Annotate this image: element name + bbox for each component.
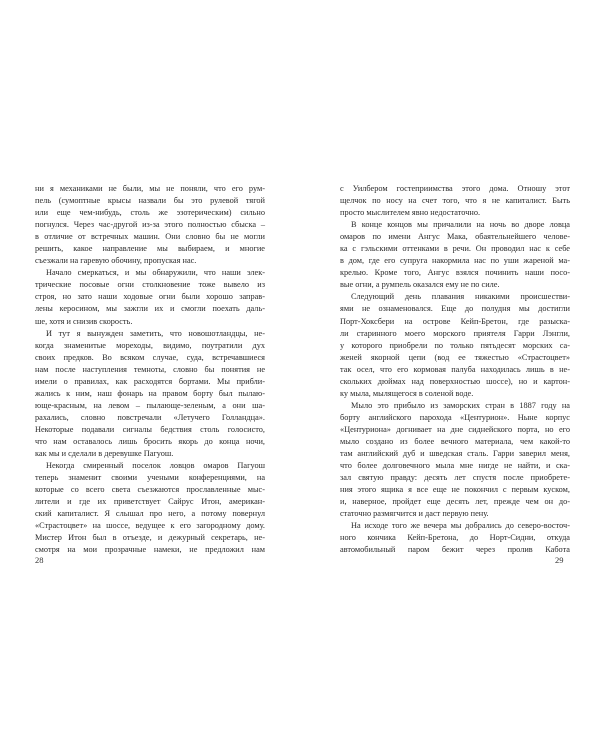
text-line: нам после наступления темноты, словно бы понятия не <box>35 364 265 374</box>
right-paragraph-4 <box>340 400 570 520</box>
text-line: Мыло это прибыло из заморских стран в 1887 году на <box>351 400 570 410</box>
text-line: которые со всего света съезжаются прославленные мыс- <box>35 485 265 495</box>
text-line: в отличие от встречных машин. Они словно бы не могли <box>35 232 265 242</box>
text-line: статочно размягчится и даст первую пену. <box>340 509 489 519</box>
right-paragraph-2 <box>340 219 570 291</box>
right-paragraph-5 <box>340 520 570 556</box>
page-number-left: 28 <box>35 555 44 565</box>
text-line: ями не ознаменовался. Еще до полудня мы достигли <box>340 304 570 314</box>
text-line: что нам оставалось лишь бросить якорь до конца ночи, <box>35 436 265 446</box>
text-line: мыло создано из более вечного материала, чем какой-то <box>340 436 570 446</box>
text-line: щелчок по носу на счет того, что я не капиталист. Быть <box>340 196 570 206</box>
text-line: Следующий день плавания никакими происшестви- <box>351 292 570 302</box>
text-line: ку мыла, мылящегося в соленой воде. <box>340 388 474 398</box>
text-line: погнулся. Через час-другой из-за этого полностью сбыска – <box>35 220 265 230</box>
text-line: скольких дюймах над поверхностью шоссе), но и картон- <box>340 376 570 386</box>
text-line: На исходе того же вечера мы добрались до северо-восточ- <box>351 521 570 531</box>
text-line: Начало смеркаться, и мы обнаружили, что наши элек- <box>46 268 265 278</box>
text-line: Порт-Хоксбери на острове Кейп-Бретон, где разыска- <box>340 316 570 326</box>
text-line: просто мыслителем явно недостаточно. <box>340 208 481 218</box>
text-line: ше, хотя и снизив скорость. <box>35 316 133 326</box>
text-line: когда знаменитые мореходы, видимо, поутратили дух <box>35 340 265 350</box>
left-paragraph-4 <box>35 460 265 556</box>
text-line: ский капиталист. Я слышал про него, а потому повернул <box>35 509 265 519</box>
text-line: строя, но зато наши ходовые огни были хорошо заправ- <box>35 292 265 302</box>
text-line: лены керосином, мы зажгли их и смогли поехать даль- <box>35 304 265 314</box>
text-line: лители и где их приветствует Сайрус Итон, американ- <box>35 497 265 507</box>
text-line: автомобильный паром бежит через пролив Кабота <box>340 545 570 555</box>
text-line: В конце концов мы причалили на ночь во дворе ловца <box>351 220 570 230</box>
page-number-right: 29 <box>555 555 564 565</box>
text-line: там английский дуб и шведская сталь. Гарри заверил меня, <box>340 449 570 459</box>
text-line: своих предков. Во всяком случае, суда, встречавшиеся <box>35 352 265 362</box>
text-line: имели о правилах, как расходятся бортами. Мы прибли- <box>35 376 265 386</box>
text-line: или еще чем-нибудь, столь же эзотерическим) сильно <box>35 208 265 218</box>
text-line: Некогда смиренный поселок ловцов омаров Пагуош <box>46 461 265 471</box>
text-line: «Страстоцвет» на шоссе, ведущее к его загородному дому. <box>35 521 265 531</box>
text-line: ка с гэльскими оттенками в речи. Он проводил нас к себе <box>340 244 570 254</box>
text-line: зал святую правду: десять лет спустя после приобрете- <box>340 473 570 483</box>
text-line: у которого приобрели по только пятьдесят морских са- <box>340 340 570 350</box>
text-line: пель (сумоптные крысы назвали бы это рулевой тягой <box>35 196 265 206</box>
text-line: и, наверное, пройдет еще десять лет, прежде чем он до- <box>340 497 570 507</box>
left-page <box>35 183 265 556</box>
text-line: ни я механиками не были, мы не поняли, что его рум- <box>35 184 265 193</box>
text-line: жались к ним, наш фонарь на правом борту был пылаю- <box>35 388 265 398</box>
text-line: Мистер Итон был в отъезде, и дежурный секретарь, не- <box>35 533 265 543</box>
text-line: женей якорной цепи (вод ее тяжестью «Страстоцвет» <box>340 352 570 362</box>
text-line: смотря на мои прозрачные намеки, не предложил нам <box>35 545 265 555</box>
text-line: ния этого ящика я все еще не покончил с первым куском, <box>340 485 570 495</box>
text-line: И тут я вынужден заметить, что новошотландцы, не- <box>46 328 265 338</box>
text-line: с Уилбером гостеприимства этого дома. Отношу этот <box>340 184 570 193</box>
left-paragraph-1 <box>35 183 265 267</box>
text-line: ного кончика Кейп-Бретона, до Норт-Сидни, откуда <box>340 533 570 543</box>
text-line: рахались, словно повстречали «Летучего Голландца». <box>35 412 265 422</box>
text-line: вые огни, а румпель оказался ему не по силе. <box>340 280 500 290</box>
text-line: решить, какое направление мы выбираем, и многие <box>35 244 265 254</box>
text-line: как мы и сделали в деревушке Пагуош. <box>35 449 174 459</box>
text-line: в дом, где его супруга накормила нас по уши жареной ма- <box>340 256 570 266</box>
text-line: съезжали на гаревую обочину, пропуская нас. <box>35 256 197 266</box>
text-line: трические посовые огни столкновение тоже вывело из <box>35 280 265 290</box>
text-line: «Центуриона» догнивает на дне сиднейского порта, но его <box>340 424 570 434</box>
text-line: ли старинного моего морского приятеля Гарри Лэнгли, <box>340 328 570 338</box>
text-line: юще-красным, на левом – пылающе-зеленым, а они ша- <box>35 400 265 410</box>
right-page <box>340 183 570 556</box>
text-line: борту английского парохода «Центурион». Ныне корпус <box>340 412 570 422</box>
text-line: что более долговечного мыла мне нигде не найти, и ска- <box>340 461 570 471</box>
text-line: крелью. Кроме того, Ангус взялся починить наши посо- <box>340 268 570 278</box>
text-line: так осел, что его кормовая палуба находилась лишь в не- <box>340 364 570 374</box>
right-paragraph-3 <box>340 291 570 399</box>
text-line: теперь знаменит своими учеными конференциями, на <box>35 473 265 483</box>
right-paragraph-1 <box>340 183 570 219</box>
text-line: Некоторые подавали сигналы бедствия столь голосисто, <box>35 424 265 434</box>
text-line: омаров по имени Ангус Мака, обаятельнейшего челове- <box>340 232 570 242</box>
left-paragraph-3 <box>35 328 265 461</box>
left-paragraph-2 <box>35 267 265 327</box>
